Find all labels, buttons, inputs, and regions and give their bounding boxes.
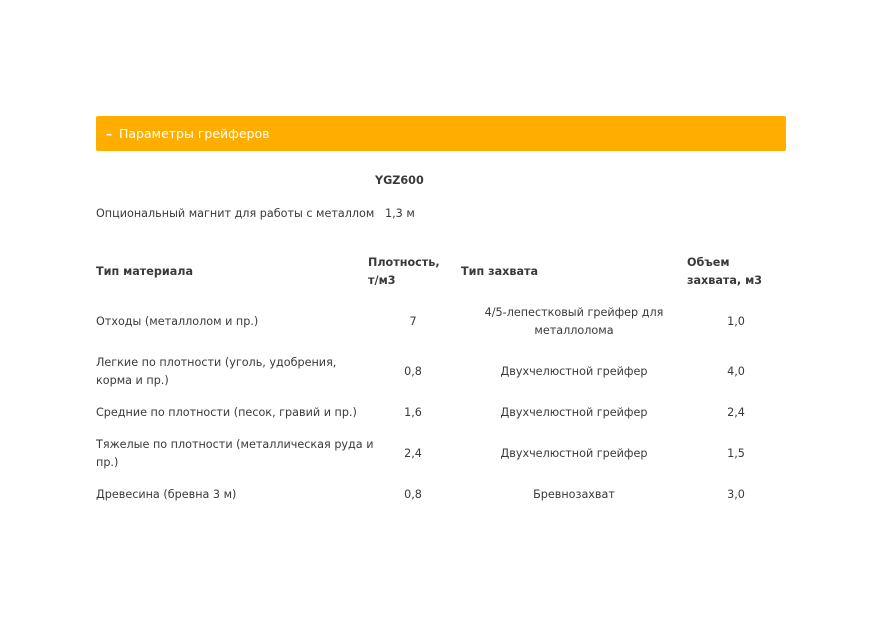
row-3-material: Средние по плотности (песок, гравий и пр.) <box>96 406 357 419</box>
header-grab-volume: Объем захвата, м3 <box>687 256 763 287</box>
row-2-density: 0,8 <box>404 365 422 378</box>
row-4-material: Тяжелые по плотности (металлическая руда и пр.) <box>96 438 374 469</box>
model-name: YGZ600 <box>375 174 424 187</box>
row-3-grab-type: Двухчелюстной грейфер <box>500 406 648 419</box>
magnet-option-value: 1,3 м <box>385 207 415 220</box>
magnet-option-label: Опциональный магнит для работы с металлом <box>96 207 375 220</box>
header-density: Плотность, т/м3 <box>368 256 440 287</box>
row-4-density: 2,4 <box>404 447 422 460</box>
row-1-material: Отходы (металлолом и пр.) <box>96 315 259 328</box>
row-1-volume: 1,0 <box>727 315 745 328</box>
row-4-grab-type: Двухчелюстной грейфер <box>500 447 648 460</box>
row-2-material: Легкие по плотности (уголь, удобрения, корма и пр.) <box>96 356 337 387</box>
row-5-grab-type: Бревнозахват <box>533 488 615 501</box>
row-5-material: Древесина (бревна 3 м) <box>96 488 237 501</box>
accordion-title: Параметры грейферов <box>119 126 270 141</box>
row-5-volume: 3,0 <box>727 488 745 501</box>
collapse-minus-icon: – <box>105 126 113 141</box>
grab-parameters-accordion-header[interactable] <box>96 116 786 151</box>
row-5-density: 0,8 <box>404 488 422 501</box>
row-4-volume: 1,5 <box>727 447 745 460</box>
header-material-type: Тип материала <box>96 265 194 278</box>
row-2-volume: 4,0 <box>727 365 745 378</box>
row-2-grab-type: Двухчелюстной грейфер <box>500 365 648 378</box>
row-1-density: 7 <box>409 315 417 328</box>
row-3-volume: 2,4 <box>727 406 745 419</box>
row-1-grab-type: 4/5-лепестковый грейфер для металлолома <box>484 306 664 337</box>
header-grab-type: Тип захвата <box>461 265 539 278</box>
row-3-density: 1,6 <box>404 406 422 419</box>
